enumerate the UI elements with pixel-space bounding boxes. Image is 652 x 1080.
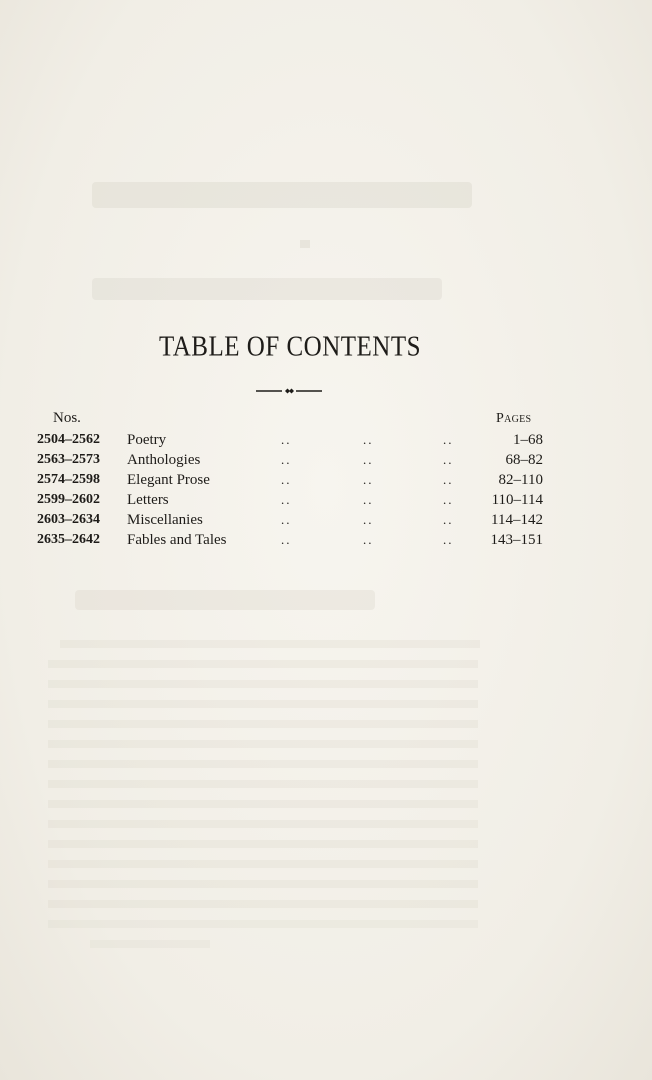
toc-row-leader: .. [281,472,292,487]
toc-row-leader: .. [281,532,292,547]
toc-row-number-range: 2603–2634 [37,512,100,527]
toc-row [37,470,547,490]
toc-row-number-range: 2563–2573 [37,452,100,467]
toc-row-number-range: 2574–2598 [37,472,100,487]
toc-row-title: Letters [127,492,169,508]
toc-row-page-range: 110–114 [491,492,543,508]
toc-row [37,530,547,550]
toc-row-leader: .. [443,532,454,547]
toc-row-page-range: 68–82 [505,452,543,468]
toc-row-leader: .. [363,492,374,507]
toc-row-leader: .. [281,512,292,527]
toc-row-leader: .. [281,432,292,447]
toc-row-number-range: 2635–2642 [37,532,100,547]
toc-row-leader: .. [281,492,292,507]
toc-row-leader: .. [443,432,454,447]
toc-row-leader: .. [363,452,374,467]
toc-row-title: Fables and Tales [127,532,227,548]
toc-row-leader: .. [363,512,374,527]
toc-row-page-range: 1–68 [513,432,543,448]
toc-row-leader: .. [363,432,374,447]
toc-row-page-range: 114–142 [491,512,543,528]
toc-row-leader: .. [443,452,454,467]
toc-row-number-range: 2504–2562 [37,432,100,447]
toc-row-title: Miscellanies [127,512,203,528]
page-title-text: TABLE OF CONTENTS [158,332,422,363]
pages-column-header: Pages [496,411,532,426]
toc-row [37,450,547,470]
toc-row-page-range: 82–110 [498,472,543,488]
toc-row-page-range: 143–151 [490,532,543,548]
toc-row [37,490,547,510]
toc-row-leader: .. [443,472,454,487]
toc-row-leader: .. [363,472,374,487]
toc-row-title: Elegant Prose [127,472,210,488]
toc-row [37,430,547,450]
toc-row-leader: .. [281,452,292,467]
toc-row-leader: .. [443,512,454,527]
page-title [0,332,580,363]
table-of-contents-list [37,430,547,550]
toc-row-title: Anthologies [127,452,201,468]
toc-row-title: Poetry [127,432,167,448]
toc-row-number-range: 2599–2602 [37,492,100,507]
toc-row-leader: .. [363,532,374,547]
nos-column-header: Nos. [53,410,81,426]
toc-row-leader: .. [443,492,454,507]
rule-with-diamond-ornament-icon [256,385,322,397]
toc-row [37,510,547,530]
